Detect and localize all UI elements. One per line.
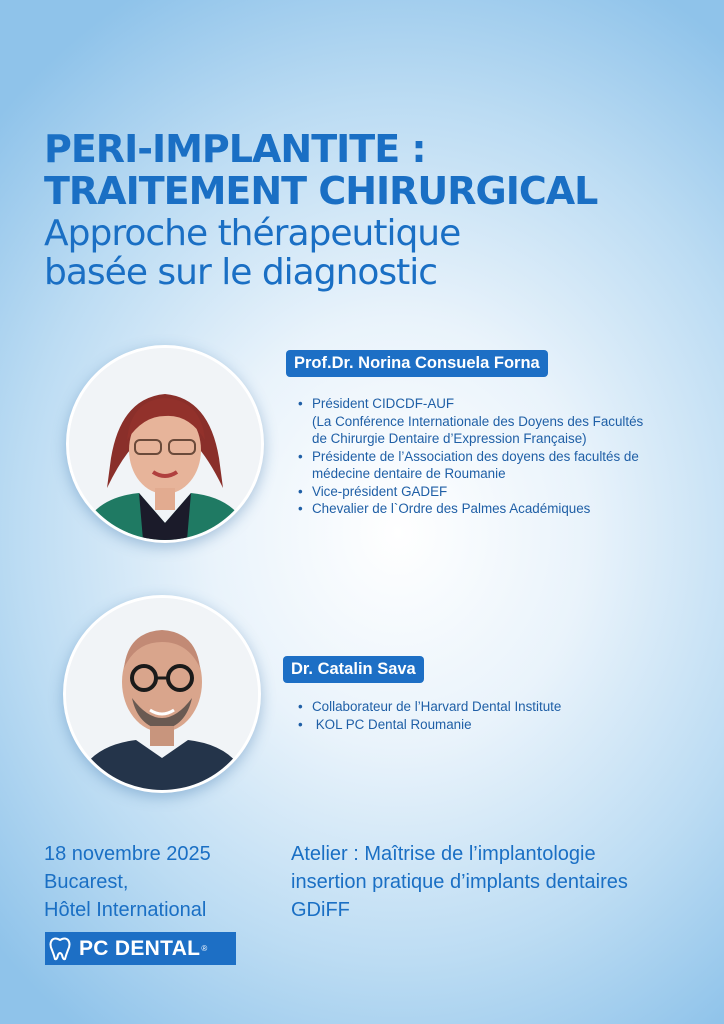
speaker-1-bullets (298, 395, 702, 518)
pc-dental-logo (45, 932, 236, 965)
title-line-1: PERI-IMPLANTITE : (44, 127, 426, 171)
list-item: • KOL PC Dental Roumanie (312, 716, 702, 734)
event-venue: Hôtel International (44, 899, 207, 921)
subtitle-line-1: Approche thérapeutique (44, 213, 461, 254)
logo-registered-mark: ® (201, 944, 208, 953)
speaker-2-bullets (298, 698, 702, 733)
speaker-1-name: Prof.Dr. Norina Consuela Forna (286, 350, 548, 377)
logo-text: PC DENTAL (79, 936, 201, 960)
speaker-2-photo (63, 595, 261, 793)
list-item-continuation: (La Conférence Internationale des Doyens des Facultés (312, 413, 644, 429)
list-item: • Vice-président GADEF (312, 483, 702, 501)
event-info (44, 840, 211, 924)
workshop-line-1: Atelier : Maîtrise de l’implantologie (291, 843, 596, 865)
list-item: • Chevalier de l`Ordre des Palmes Académiques (312, 500, 702, 518)
subtitle-line-2: basée sur le diagnostic (44, 252, 438, 293)
list-item: • Président CIDCDF-AUF (312, 395, 702, 413)
workshop-info (291, 840, 711, 924)
list-item: • Collaborateur de l’Harvard Dental Institute (312, 698, 702, 716)
list-item-continuation: de Chirurgie Dentaire d’Expression Française) (312, 431, 587, 446)
workshop-line-2: insertion pratique d’implants dentaires (291, 871, 628, 893)
title-line-2: TRAITEMENT CHIRURGICAL (44, 169, 598, 213)
event-city: Bucarest, (44, 871, 129, 893)
list-item: • Présidente de l’Association des doyens des facultés de (312, 448, 702, 466)
tooth-icon (45, 932, 75, 965)
workshop-line-3: GDiFF (291, 899, 350, 921)
poster-title (44, 128, 704, 292)
event-date: 18 novembre 2025 (44, 843, 211, 865)
speaker-2-name: Dr. Catalin Sava (283, 656, 424, 683)
list-item-continuation: médecine dentaire de Roumanie (312, 466, 506, 481)
speaker-1-photo (66, 345, 264, 543)
